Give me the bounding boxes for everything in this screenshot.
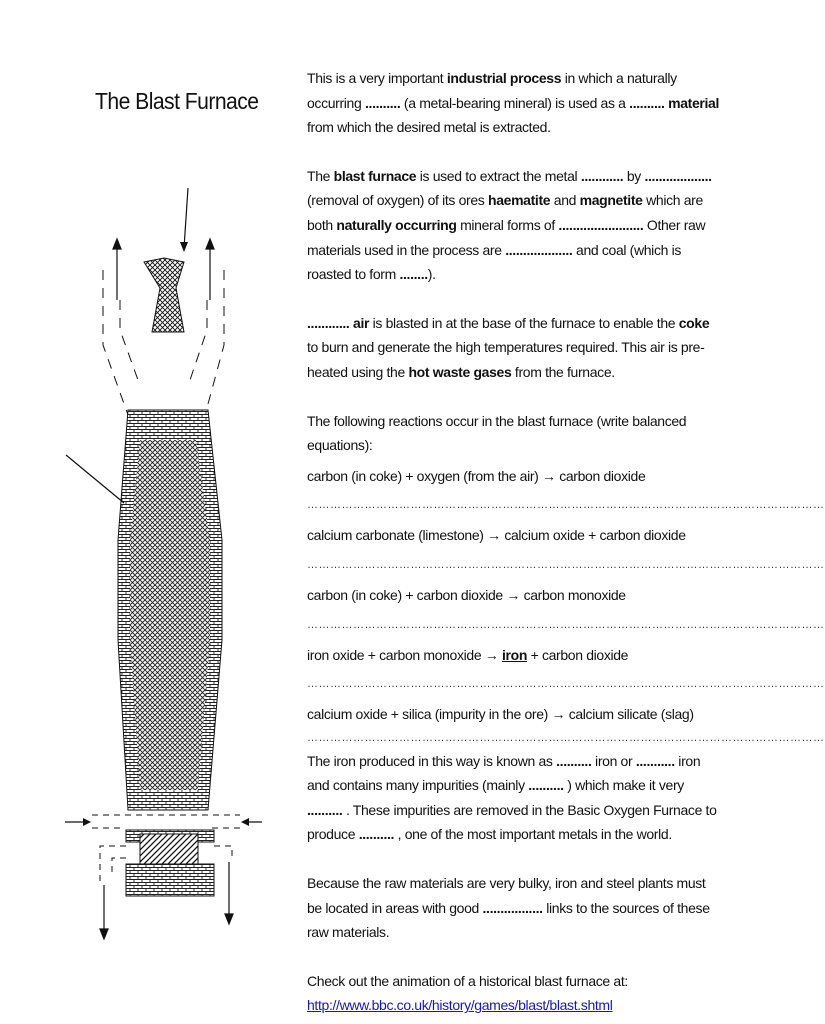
hot-air-inlets: [65, 815, 262, 828]
animation-link[interactable]: http://www.bbc.co.uk/history/games/blast/blast.shtml: [307, 997, 613, 1014]
answer-line-3[interactable]: ………………………………………………………………………………………………………………………: [307, 618, 825, 631]
reaction-5: calcium oxide + silica (impurity in the ore) → calcium silicate (slag): [307, 706, 694, 723]
reaction-1: carbon (in coke) + oxygen (from the air) → carbon dioxide: [307, 467, 646, 484]
reactions-intro: The following reactions occur in the blast furnace (write balanced equations):: [307, 412, 687, 454]
hearth: [126, 830, 214, 896]
answer-line-1[interactable]: ………………………………………………………………………………………………………………………: [307, 499, 825, 512]
extraction-paragraph: The blast furnace is used to extract the metal ............ by ................... (removal of oxygen) of its ores haematite and magnetite which are both naturally occurring mineral forms of ........................ Other raw materials used in the process are ................... and coal (which is roasted to form ........).: [307, 167, 712, 283]
transport-paragraph: Because the raw materials are very bulky, iron and steel plants must be located in areas with good ................. links to the sources of these raw materials.: [307, 875, 710, 941]
reaction-4: iron oxide + carbon monoxide → iron + carbon dioxide: [307, 646, 629, 663]
feed-arrow-icon: [180, 188, 188, 252]
reaction-3: carbon (in coke) + carbon dioxide → carbon monoxide: [307, 586, 626, 603]
answer-line-5[interactable]: ………………………………………………………………………………………………………………………: [307, 731, 825, 744]
air-paragraph: ............ air is blasted in at the base of the furnace to enable the coke to burn and generate the high temperatures required. This air is pre-heated using the hot waste gases from the furnace.: [307, 314, 710, 380]
furnace-body: [118, 410, 222, 810]
blast-furnace-diagram: [0, 150, 300, 950]
answer-line-4[interactable]: ………………………………………………………………………………………………………………………: [307, 678, 825, 691]
intro-paragraph: This is a very important industrial process in which a naturally occurring .......... (a metal-bearing mineral) is used as a .......... material from which the desired metal is extracted.: [307, 70, 720, 136]
iron-paragraph: The iron produced in this way is known as .......... iron or ........... iron and contains many impurities (mainly .......... ) which make it very .......... . These impurities are removed in the Basic Oxygen Furnace to produce .......... , one of the most important metals in the world.: [307, 752, 717, 843]
page-title: The Blast Furnace: [95, 88, 259, 114]
answer-line-2[interactable]: ………………………………………………………………………………………………………………………: [307, 558, 825, 571]
label-pointer: [66, 455, 124, 503]
hopper: [144, 258, 184, 332]
worksheet-text: [307, 66, 825, 1018]
reaction-2: calcium carbonate (limestone) → calcium oxide + carbon dioxide: [307, 527, 686, 544]
animation-paragraph: Check out the animation of a historical blast furnace at:: [307, 972, 628, 989]
